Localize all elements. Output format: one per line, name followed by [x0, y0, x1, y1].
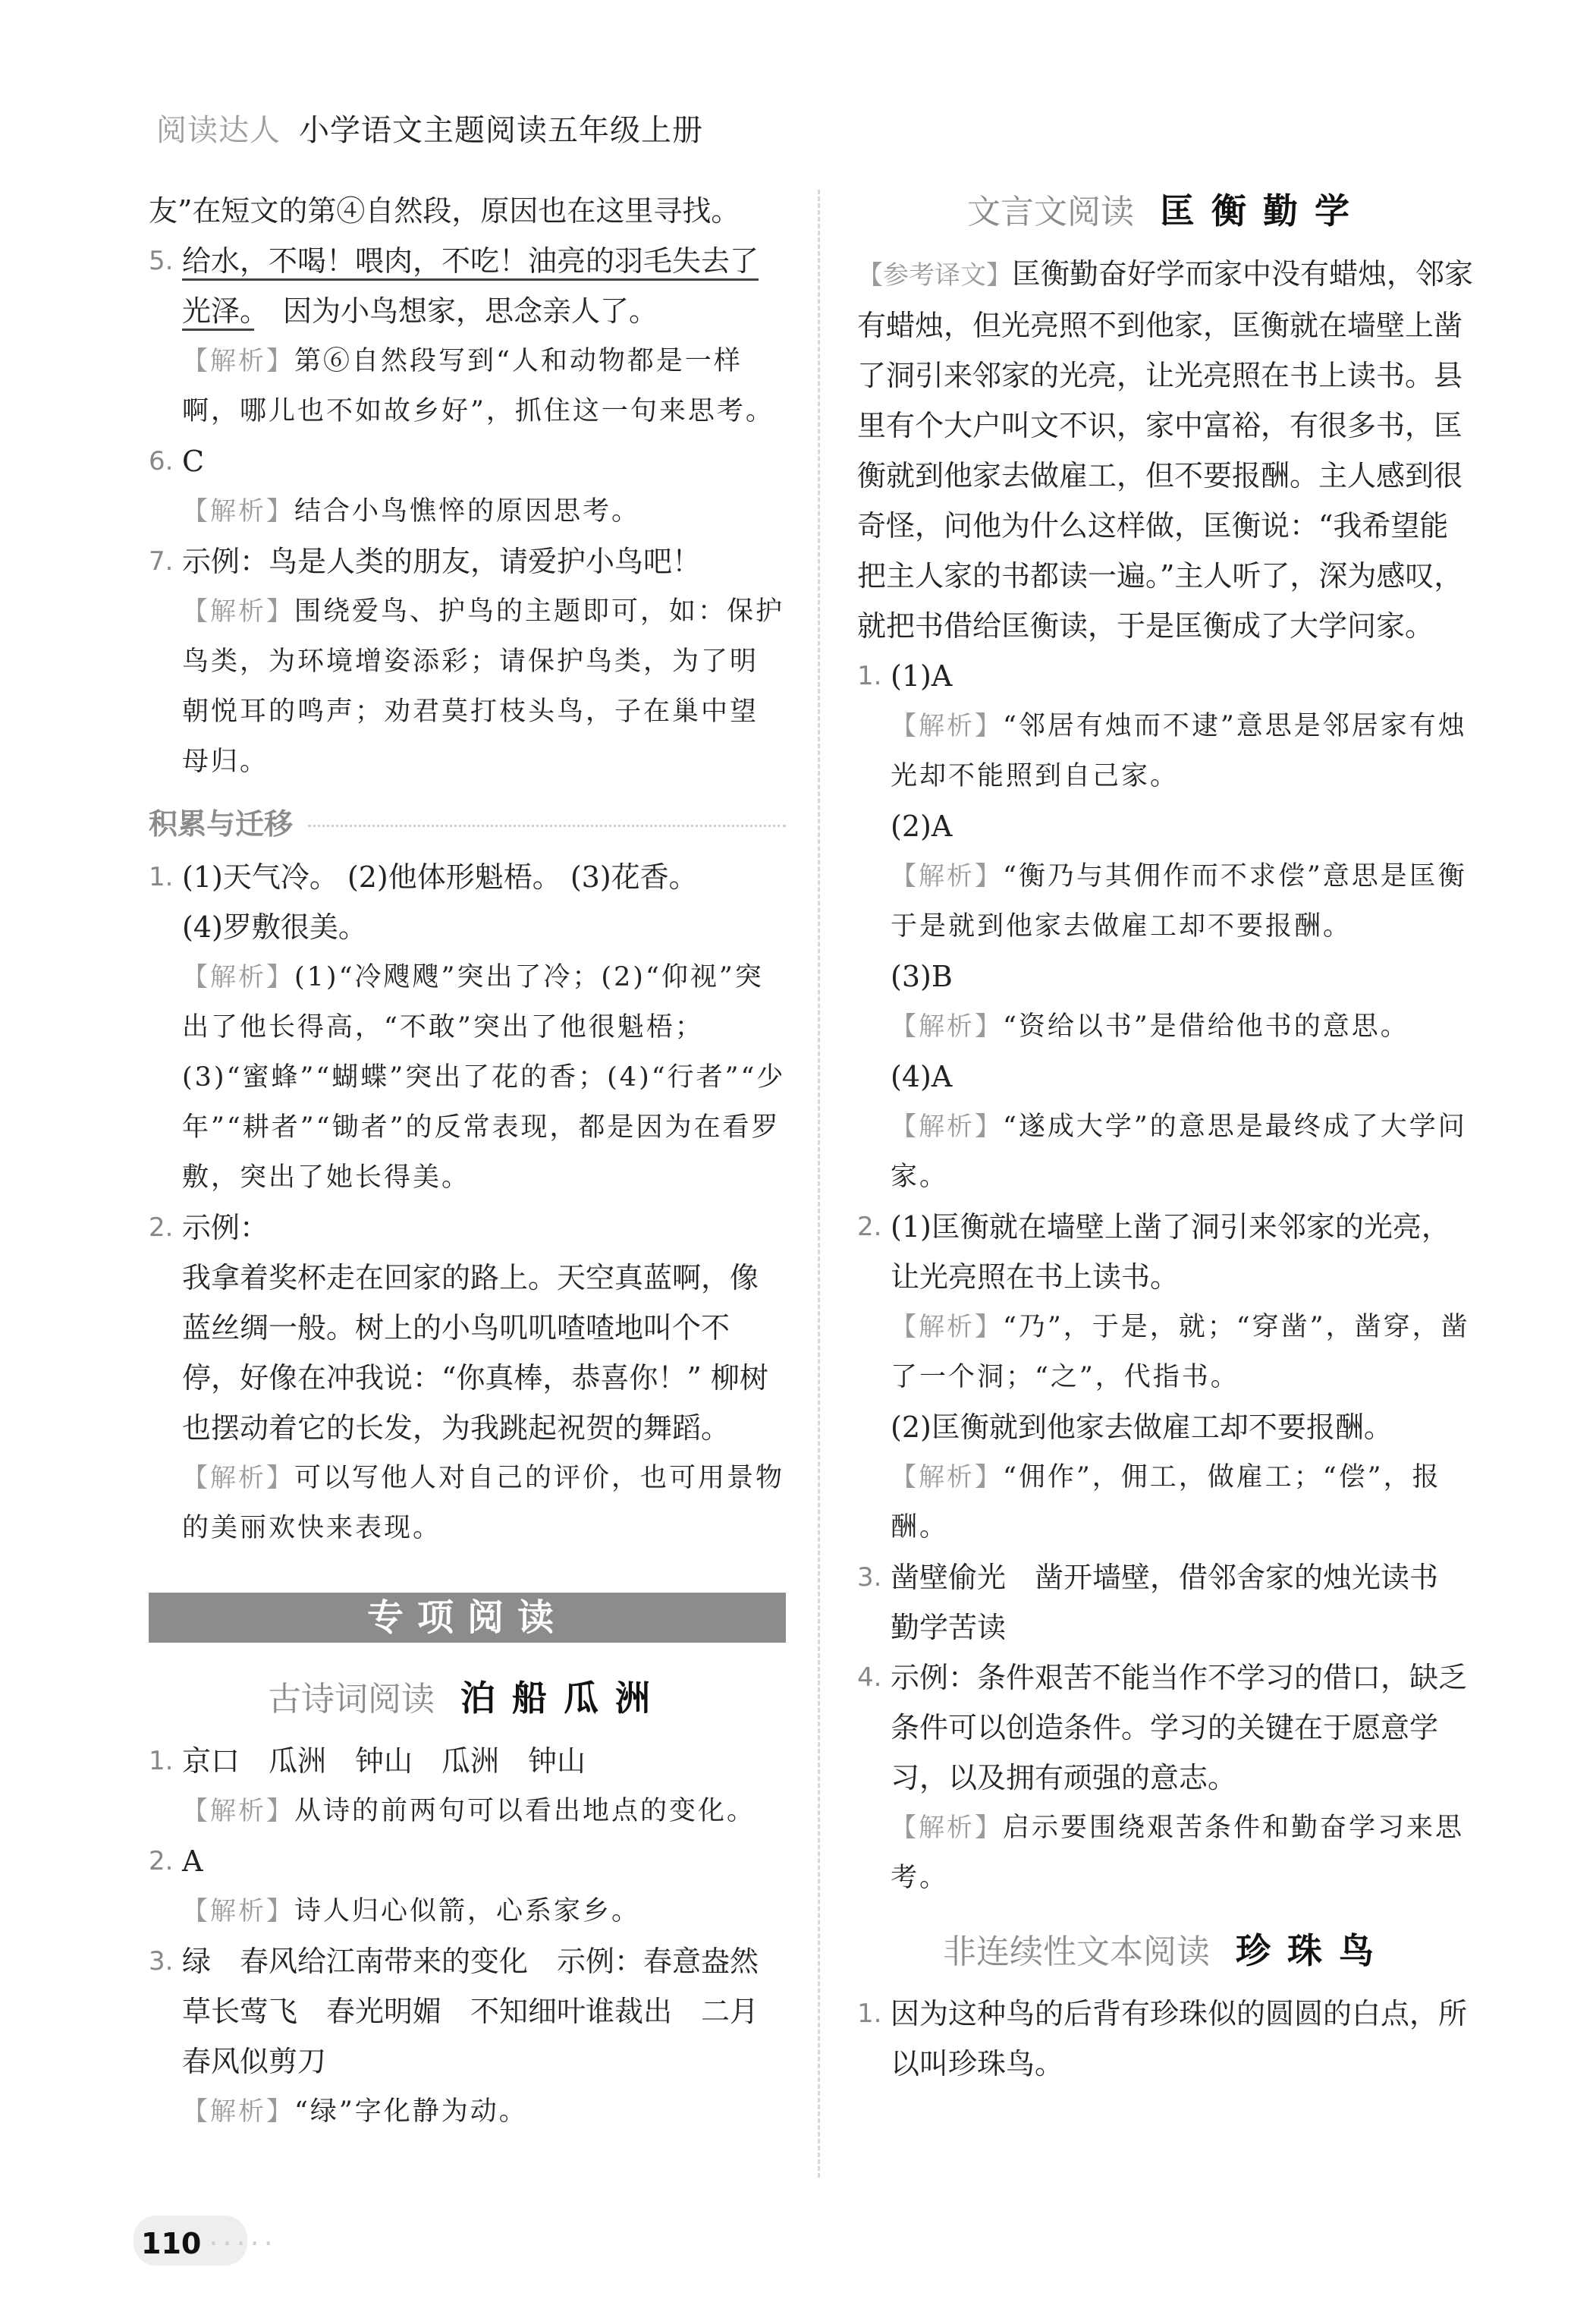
answer-text: 示例：鸟是人类的朋友，请爱护小鸟吧！ [182, 545, 702, 578]
question-number: 2. [149, 1846, 174, 1876]
analysis-text: “邻居有烛而不逮”意思是邻居家有烛光却不能照到自己家。 [891, 711, 1467, 791]
answer-text: C [182, 445, 205, 478]
answer-6 [149, 436, 786, 536]
analysis-text: “乃”，于是，就；“穿凿”，凿穿，凿了一个洞；“之”，代指书。 [891, 1312, 1470, 1392]
analysis-tag: 【解析】 [891, 1462, 1003, 1492]
classical-answer-3 [857, 1552, 1476, 1653]
poem-answer-3 [149, 1936, 786, 2137]
question-number: 1. [149, 1746, 174, 1776]
continued-text: 友”在短文的第④自然段，原因也在这里寻找。 [149, 194, 740, 228]
answer-text: 示例：条件艰苦不能当作不学习的借口，缺乏条件可以创造条件。学习的关键在于愿意学习，以及拥有顽强的意志。 [891, 1661, 1468, 1794]
section-label: 积累与迁移 [149, 799, 786, 849]
sub-answer-1: (1)匡衡就在墙壁上凿了洞引来邻家的光亮，让光亮照在书上读书。 [891, 1210, 1450, 1294]
analysis-text: 围绕爱鸟、护鸟的主题即可，如：保护鸟类，为环境增姿添彩；请保护鸟类，为了明朝悦耳的鸣声；劝君莫打枝头鸟，子在巢中望母归。 [182, 596, 785, 777]
answer-text: 绿 春风给江南带来的变化 示例：春意盎然 草长莺飞 春光明媚 不知细叶谁裁出 二月春风似剪刀 [182, 1945, 788, 2078]
left-column [149, 186, 786, 2137]
translation-tag: 【参考译文】 [857, 260, 1012, 291]
question-number: 1. [857, 1999, 882, 2029]
analysis-text: 从诗的前两句可以看出地点的变化。 [294, 1796, 756, 1826]
translation-text: 匡衡勤奋好学而家中没有蜡烛，邻家有蜡烛，但光亮照不到他家，匡衡就在墙壁上凿了洞引来邻家的光亮，让光亮照在书上读书。县里有个大户叫文不识，家中富裕，有很多书，匡衡就到他家去做雇工，但不要报酬。主人感到很奇怪，问他为什么这样做，匡衡说：“我希望能把主人家的书都读一遍。”主人听了，深为感叹，就把书借给匡衡读，于是匡衡成了大学问家。 [857, 257, 1474, 643]
analysis-tag: 【解析】 [182, 1896, 294, 1926]
analysis-tag: 【解析】 [182, 1463, 294, 1493]
example-paragraph: 我拿着奖杯走在回家的路上。天空真蓝啊，像蓝丝绸一般。树上的小鸟叽叽喳喳地叫个不停，好像在冲我说：“你真棒，恭喜你！” 柳树也摆动着它的长发，为我跳起祝贺的舞蹈。 [182, 1261, 768, 1445]
analysis-tag: 【解析】 [891, 1011, 1003, 1042]
accum-answer-1 [149, 852, 786, 1203]
sub-answer-1: (1)A [891, 659, 953, 693]
section-kind: 文言文阅读 [967, 193, 1134, 231]
answer-7 [149, 536, 786, 787]
question-number: 2. [857, 1212, 882, 1242]
sub-answer-2: (2)A [891, 810, 953, 843]
page-footer [141, 2227, 278, 2260]
analysis-text: 第⑥自然段写到“人和动物都是一样啊，哪儿也不如故乡好”，抓住这一句来思考。 [182, 346, 774, 426]
answer-text: 因为这种鸟的后背有珍珠似的圆圆的白点，所以叫珍珠鸟。 [891, 1997, 1468, 2080]
page-number: 110 [141, 2227, 202, 2260]
question-number: 6. [149, 446, 174, 476]
noncontinuous-heading [857, 1926, 1476, 1978]
question-number: 4. [857, 1662, 882, 1693]
analysis-tag: 【解析】 [182, 496, 294, 527]
question-number: 7. [149, 546, 174, 577]
classical-heading [857, 186, 1476, 238]
poem-answer-2 [149, 1836, 786, 1936]
analysis-text: “绿”字化静为动。 [294, 2096, 528, 2127]
answer-text-2: 因为小鸟想家，思念亲人了。 [283, 294, 658, 328]
answer-text: (1)天气冷。 (2)他体形魁梧。 (3)花香。 [182, 860, 698, 894]
question-number: 1. [857, 661, 882, 691]
question-number: 3. [857, 1562, 882, 1593]
sub-answer-2: (2)匡衡就到他家去做雇工却不要报酬。 [891, 1411, 1393, 1444]
analysis-tag: 【解析】 [182, 962, 294, 992]
analysis-tag: 【解析】 [182, 1796, 294, 1826]
answer-text: 给水，不喝！喂肉，不吃！油亮的羽毛失去了光泽。 [182, 244, 759, 328]
noncontinuous-answer-1 [857, 1989, 1476, 2089]
analysis-tag: 【解析】 [891, 711, 1003, 741]
accum-answer-2 [149, 1203, 786, 1553]
analysis-text: (1)“冷飕飕”突出了冷；(2)“仰视”突出了他长得高，“不敢”突出了他很魁梧；(3)“蜜蜂”“蝴蝶”突出了花的香；(4)“行者”“少年”“耕者”“锄者”的反常表现，都是因为在看罗敷，突出了她长得美。 [182, 962, 786, 1193]
analysis-text: “资给以书”是借给他书的意思。 [1003, 1011, 1409, 1042]
section-kind: 古诗词阅读 [268, 1680, 435, 1719]
analysis-text: 诗人归心似箭，心系家乡。 [294, 1896, 641, 1926]
right-column [857, 186, 1476, 2089]
answer-text: 京口 瓜洲 钟山 瓜洲 钟山 [182, 1744, 586, 1778]
classical-answer-2 [857, 1202, 1476, 1552]
answer-text: A [182, 1845, 203, 1878]
question-number: 5. [149, 246, 174, 276]
analysis-tag: 【解析】 [891, 1312, 1003, 1342]
answer-text: 凿壁偷光 凿开墙壁，借邻舍家的烛光读书 勤学苦读 [891, 1561, 1468, 1644]
answer-text: 示例： [182, 1211, 269, 1244]
analysis-text: “衡乃与其佣作而不求偿”意思是匡衡于是就到他家去做雇工却不要报酬。 [891, 861, 1467, 942]
special-reading-banner: 专项阅读 [149, 1593, 786, 1643]
poem-answer-1 [149, 1736, 786, 1836]
section-title: 珍珠鸟 [1236, 1930, 1390, 1971]
analysis-text: “遂成大学”的意思是最终成了大学问家。 [891, 1112, 1467, 1192]
poem-heading [149, 1673, 786, 1725]
question-number: 2. [149, 1212, 174, 1243]
page-header [156, 106, 703, 149]
analysis-tag: 【解析】 [182, 2096, 294, 2127]
analysis-text: “佣作”，佣工，做雇工；“偿”，报酬。 [891, 1462, 1441, 1543]
reference-translation [857, 249, 1476, 651]
column-divider [818, 190, 820, 2178]
sub-answer-4: (4)A [891, 1060, 953, 1093]
question-number: 3. [149, 1946, 174, 1977]
sub-answer-3: (3)B [891, 960, 953, 993]
analysis-tag: 【解析】 [182, 596, 294, 627]
footer-dots: ····· [209, 2227, 278, 2260]
analysis-tag: 【解析】 [891, 861, 1003, 892]
question-number: 1. [149, 862, 174, 892]
analysis-tag: 【解析】 [891, 1112, 1003, 1142]
section-title: 泊船瓜洲 [460, 1678, 667, 1719]
series-brand: 阅读达人 [156, 113, 281, 148]
section-kind: 非连续性文本阅读 [943, 1933, 1210, 1971]
analysis-tag: 【解析】 [891, 1813, 1003, 1843]
classical-answer-1 [857, 651, 1476, 1202]
analysis-text: 结合小鸟憔悴的原因思考。 [294, 496, 641, 527]
answer-text-2: (4)罗敷很美。 [182, 910, 367, 944]
classical-answer-4 [857, 1653, 1476, 1903]
book-title: 小学语文主题阅读五年级上册 [299, 113, 703, 148]
analysis-text: 可以写他人对自己的评价，也可用景物的美丽欢快来表现。 [182, 1463, 785, 1543]
section-title: 匡衡勤学 [1160, 190, 1366, 231]
analysis-text: 启示要围绕艰苦条件和勤奋学习来思考。 [891, 1813, 1465, 1893]
analysis-tag: 【解析】 [182, 346, 294, 376]
answer-5 [149, 236, 786, 436]
